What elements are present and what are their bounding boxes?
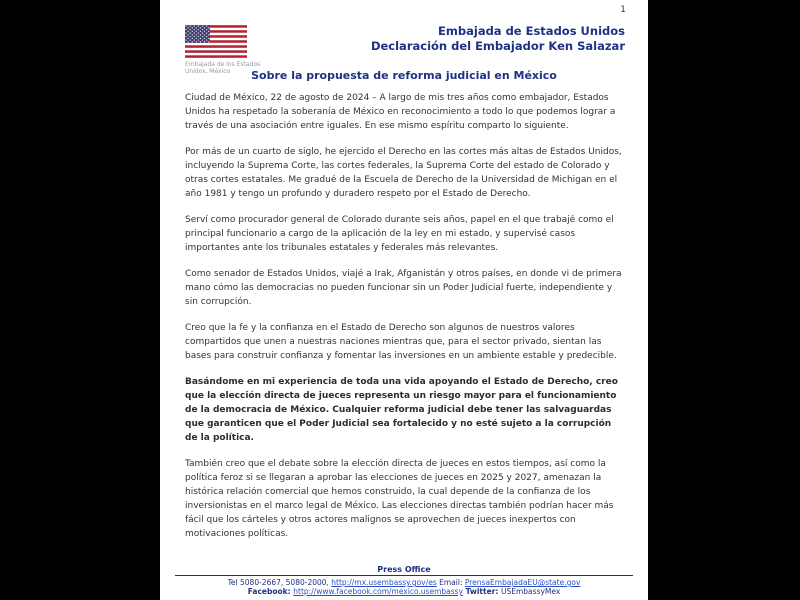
facebook-link[interactable]: http://www.facebook.com/mexico.usembassy xyxy=(293,587,464,596)
footer-social-line xyxy=(175,587,633,596)
paragraph-dateline: Ciudad de México, 22 de agosto de 2024 – A largo de mis tres años como embajador, Estados Unidos ha respetado la soberanía de México en reconocimiento a todo lo que podemos lograr a través de una asociación entre iguales. En ese mismo espíritu comparto lo siguiente. xyxy=(185,93,616,131)
paragraph: Por más de un cuarto de siglo, he ejercido el Derecho en las cortes más altas de Estados Unidos, incluyendo la Suprema Corte, las cortes federales, la Suprema Corte del estado de Colorado y otras cortes estatales. Me gradué de la Escuela de Derecho de la Universidad de Michigan en el año 1981 y tengo un profundo y duradero respeto por el Estado de Derecho. xyxy=(185,147,622,199)
us-flag-icon xyxy=(185,25,265,58)
statement-title: Declaración del Embajador Ken Salazar xyxy=(370,39,625,53)
twitter-label: Twitter: xyxy=(463,587,501,596)
paragraph-emphasis: Basándome en mi experiencia de toda una vida apoyando el Estado de Derecho, creo que la elección directa de jueces representa un riesgo mayor para el funcionamiento de la democracia de México. Cualquier reforma judicial debe tener las salvaguardas que garanticen que el Poder Judicial sea fortalecido y no esté sujeto a la corrupción de la política. xyxy=(185,377,618,443)
document-body xyxy=(160,82,648,541)
footer xyxy=(175,565,633,596)
footer-divider xyxy=(175,575,633,576)
paragraph: También creo que el debate sobre la elección directa de jueces en estos tiempos, así como la política feroz si se llegaran a aprobar las elecciones de jueces en 2025 y 2027, amenazan la histórica relación comercial que hemos construido, la cual depende de la confianza de los inversionistas en el marco legal de México. Las elecciones directas también podrían hacer más fácil que los cárteles y otros actores malignos se aprovechen de jueces inexpertos con motivaciones políticas. xyxy=(185,459,614,539)
footer-contact-line xyxy=(175,578,633,587)
paragraph: Como senador de Estados Unidos, viajé a Irak, Afganistán y otros países, en donde vi de primera mano cómo las democracias no pueden funcionar sin un Poder Judicial fuerte, independiente y sin corrupción. xyxy=(185,269,622,307)
paragraph: Creo que la fe y la confianza en el Estado de Derecho son algunos de nuestros valores compartidos que unen a nuestras naciones mientras que, para el sector privado, sientan las bases para construir confianza y fomentar las inversiones en un ambiente estable y predecible. xyxy=(185,323,617,361)
logo-caption-line1: Embajada de los Estados xyxy=(185,61,261,68)
document-page xyxy=(160,0,648,600)
document-title: Sobre la propuesta de reforma judicial en México xyxy=(251,69,557,82)
page-number: 1 xyxy=(620,5,626,15)
logo-caption-line2: Unidos, México xyxy=(185,68,231,75)
embassy-logo xyxy=(185,25,265,75)
footer-email-label: Email: xyxy=(436,578,465,587)
paragraph: Serví como procurador general de Colorado durante seis años, papel en el que trabajé como el principal funcionario a cargo de la aplicación de la ley en mi estado, y supervisé casos importantes ante los tribunales estatales y federales más relevantes. xyxy=(185,215,614,253)
footer-email-link[interactable]: PrensaEmbajadaEU@state.gov xyxy=(464,578,581,587)
facebook-label: Facebook: xyxy=(247,587,294,596)
press-office-label: Press Office xyxy=(377,565,431,574)
logo-caption xyxy=(185,61,265,75)
embassy-title: Embajada de Estados Unidos xyxy=(438,24,625,38)
footer-website-link[interactable]: http://mx.usembassy.gov/es xyxy=(331,578,437,587)
footer-tel-text: Tel 5080-2667, 5080-2000, xyxy=(227,578,332,587)
twitter-handle: USEmbassyMex xyxy=(500,587,561,596)
